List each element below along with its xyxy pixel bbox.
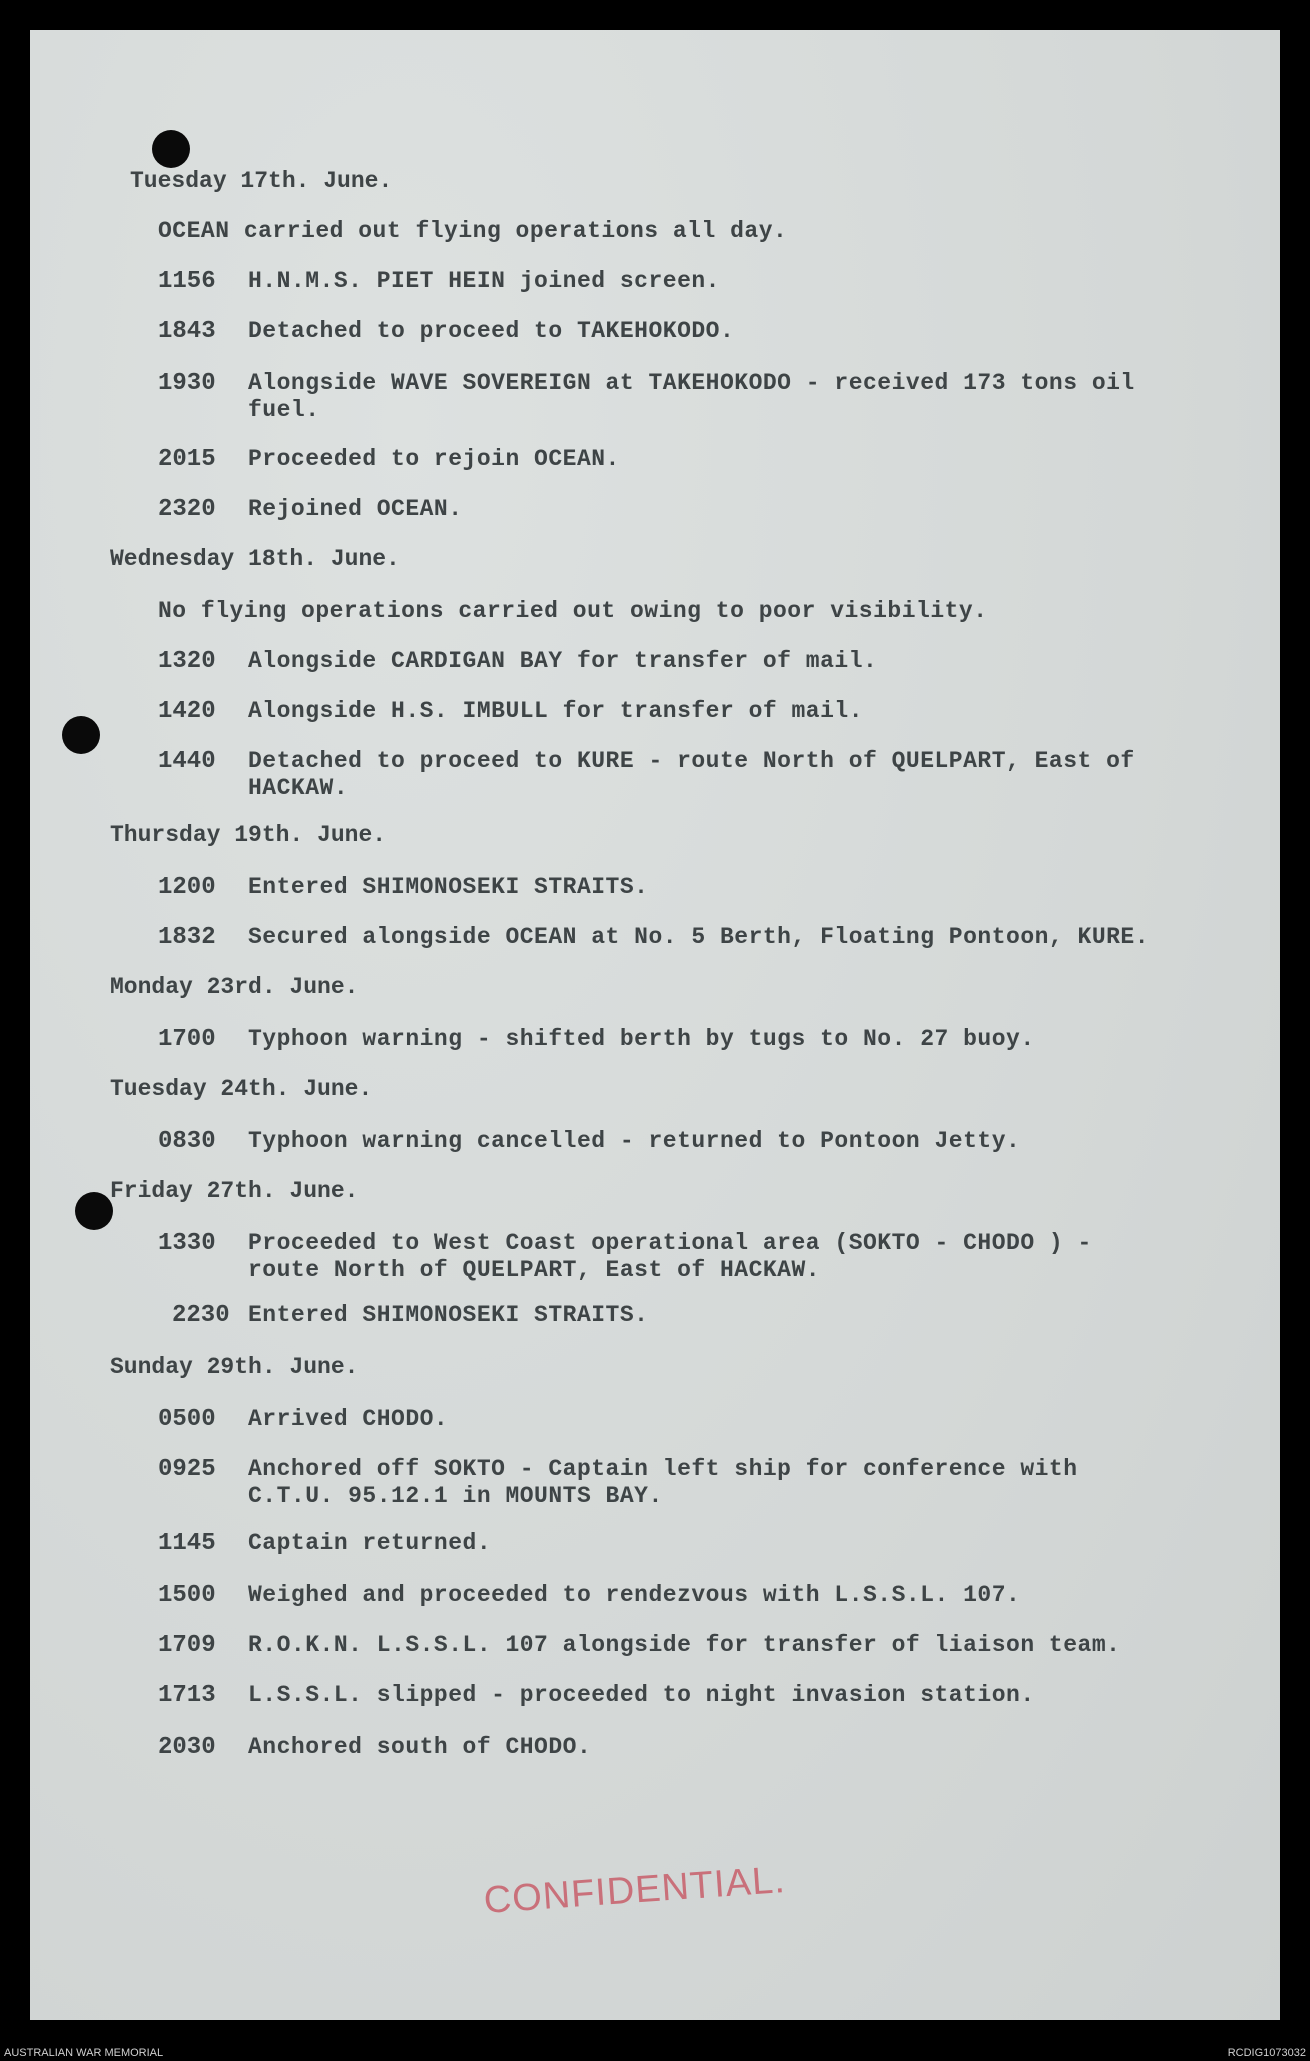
log-time: 1330	[158, 1230, 216, 1257]
log-time: 0925	[158, 1456, 216, 1483]
log-entry: OCEAN carried out flying operations all day.	[158, 218, 788, 244]
log-entry: Captain returned.	[248, 1530, 492, 1556]
punch-hole	[62, 716, 100, 754]
log-time: 2015	[158, 446, 216, 473]
log-entry: Alongside CARDIGAN BAY for transfer of mail.	[248, 648, 878, 674]
log-entry: Secured alongside OCEAN at No. 5 Berth, Floating Pontoon, KURE.	[248, 924, 1150, 950]
log-time: 1930	[158, 370, 216, 397]
punch-hole	[152, 130, 190, 168]
date-heading: Tuesday 17th. June.	[130, 168, 393, 194]
log-time: 1145	[158, 1530, 216, 1557]
confidential-stamp: CONFIDENTIAL.	[482, 1858, 787, 1922]
date-heading: Wednesday 18th. June.	[110, 546, 400, 572]
log-time: 1500	[158, 1582, 216, 1609]
log-entry: Arrived CHODO.	[248, 1406, 449, 1432]
log-entry: Detached to proceed to TAKEHOKODO.	[248, 318, 735, 344]
log-time: 1320	[158, 648, 216, 675]
log-time: 0830	[158, 1128, 216, 1155]
log-entry: R.O.K.N. L.S.S.L. 107 alongside for transfer of liaison team.	[248, 1632, 1121, 1658]
log-entry: Entered SHIMONOSEKI STRAITS.	[248, 1302, 649, 1328]
log-entry: Weighed and proceeded to rendezvous with L.S.S.L. 107.	[248, 1582, 1021, 1608]
log-time: 1200	[158, 874, 216, 901]
log-entry: Alongside H.S. IMBULL for transfer of mail.	[248, 698, 863, 724]
log-entry: Typhoon warning cancelled - returned to Pontoon Jetty.	[248, 1128, 1021, 1154]
date-heading: Thursday 19th. June.	[110, 822, 387, 848]
log-entry: L.S.S.L. slipped - proceeded to night invasion station.	[248, 1682, 1035, 1708]
footer-record-id: RCDIG1073032	[1227, 2047, 1306, 2059]
log-time: 1832	[158, 924, 216, 951]
punch-hole	[75, 1192, 113, 1230]
log-entry: Proceeded to rejoin OCEAN.	[248, 446, 620, 472]
log-time: 2230	[172, 1302, 230, 1329]
log-time: 1700	[158, 1026, 216, 1053]
log-entry: Rejoined OCEAN.	[248, 496, 463, 522]
log-time: 1156	[158, 268, 216, 295]
date-heading: Monday 23rd. June.	[110, 974, 359, 1000]
log-entry: Detached to proceed to KURE - route North of QUELPART, East of HACKAW.	[248, 748, 1135, 801]
log-entry: Entered SHIMONOSEKI STRAITS.	[248, 874, 649, 900]
date-heading: Friday 27th. June.	[110, 1178, 359, 1204]
log-entry: Anchored south of CHODO.	[248, 1734, 592, 1760]
log-time: 2320	[158, 496, 216, 523]
log-time: 0500	[158, 1406, 216, 1433]
log-time: 1420	[158, 698, 216, 725]
log-time: 1843	[158, 318, 216, 345]
log-time: 1713	[158, 1682, 216, 1709]
log-entry: Alongside WAVE SOVEREIGN at TAKEHOKODO - received 173 tons oil fuel.	[248, 370, 1135, 423]
date-heading: Tuesday 24th. June.	[110, 1076, 373, 1102]
log-time: 1709	[158, 1632, 216, 1659]
log-entry: No flying operations carried out owing to poor visibility.	[158, 598, 988, 624]
log-time: 1440	[158, 748, 216, 775]
footer-archive-name: AUSTRALIAN WAR MEMORIAL	[4, 2047, 164, 2059]
date-heading: Sunday 29th. June.	[110, 1354, 359, 1380]
log-entry: Typhoon warning - shifted berth by tugs to No. 27 buoy.	[248, 1026, 1035, 1052]
log-entry: H.N.M.S. PIET HEIN joined screen.	[248, 268, 720, 294]
log-time: 2030	[158, 1734, 216, 1761]
log-entry: Proceeded to West Coast operational area (SOKTO - CHODO ) - route North of QUELPART, East of HACKAW.	[248, 1230, 1092, 1283]
log-entry: Anchored off SOKTO - Captain left ship for conference with C.T.U. 95.12.1 in MOUNTS BAY.	[248, 1456, 1078, 1509]
